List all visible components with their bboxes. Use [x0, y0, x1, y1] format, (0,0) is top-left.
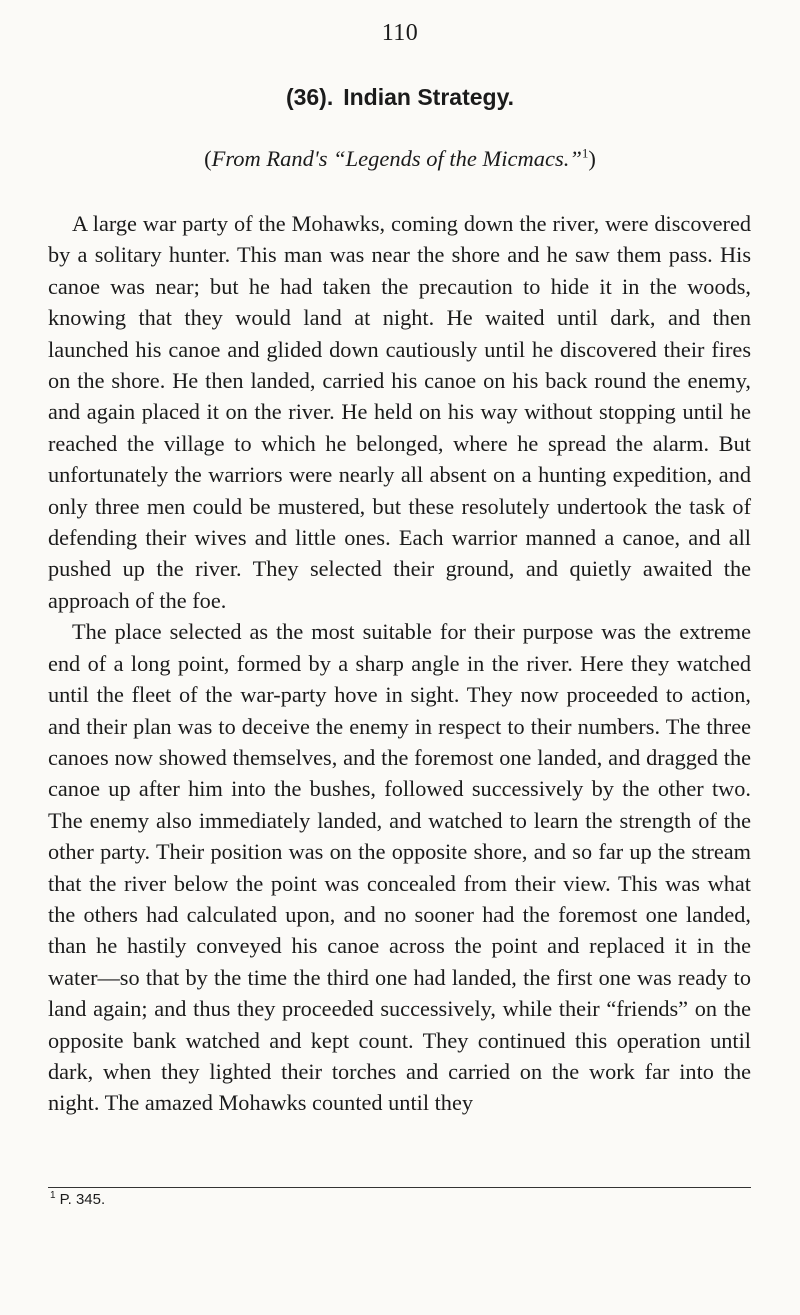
- source-from: From Rand's: [211, 146, 334, 171]
- source-open-paren: (: [204, 146, 212, 171]
- footnote-divider: [48, 1187, 751, 1188]
- footnote: [50, 1191, 105, 1208]
- source-close-paren: ): [588, 146, 596, 171]
- section-title: Indian Strategy.: [343, 84, 515, 110]
- source-book-title: “Legends of the Micmacs.”: [333, 146, 582, 171]
- paragraph: A large war party of the Mohawks, coming down the river, were discovered by a solitary hunter. This man was near the shore and he saw them pass. His canoe was near; but he had taken the precaution to hide it in the woods, knowing that they would land at night. He waited until dark, and then launched his canoe and glided down cautiously until he discovered their fires on the shore. He then landed, carried his canoe on his back round the enemy, and again placed it on the river. He held on his way without stopping until he reached the village to which he belonged, where he spread the alarm. But unfortunately the warriors were nearly all absent on a hunting expedition, and only three men could be mustered, but these resolutely undertook the task of defending their wives and little ones. Each warrior manned a canoe, and all pushed up the river. They selected their ground, and quietly awaited the approach of the foe.: [48, 211, 751, 613]
- section-number: (36).: [285, 84, 334, 110]
- paragraph: The place selected as the most suitable for their purpose was the extreme end of a long point, formed by a sharp angle in the river. Here they watched until the fleet of the war-party hove in sight. They now proceeded to action, and their plan was to deceive the enemy in respect to their numbers. The three canoes now showed themselves, and the foremost one landed, and dragged the canoe up after him into the bushes, followed successively by the other two. The enemy also immediately landed, and watched to learn the strength of the other party. Their position was on the opposite shore, and so far up the stream that the river below the point was concealed from their view. This was what the others had calculated upon, and no sooner had the foremost one landed, than he hastily conveyed his canoe across the point and replaced it in the water—so that by the time the third one had landed, the first one was ready to land again; and thus they proceeded successively, while their “friends” on the opposite bank watched and kept count. They continued this operation until dark, when they lighted their torches and carried on the work far into the night. The amazed Mohawks counted until they: [48, 619, 751, 1116]
- body-text: [48, 208, 751, 1119]
- source-citation: [0, 146, 800, 172]
- footnote-marker: 1: [50, 1190, 56, 1201]
- footnote-text: P. 345.: [59, 1191, 106, 1208]
- page-number: 110: [381, 20, 419, 46]
- section-heading: [0, 84, 800, 111]
- footnote-reference: 1: [581, 145, 589, 161]
